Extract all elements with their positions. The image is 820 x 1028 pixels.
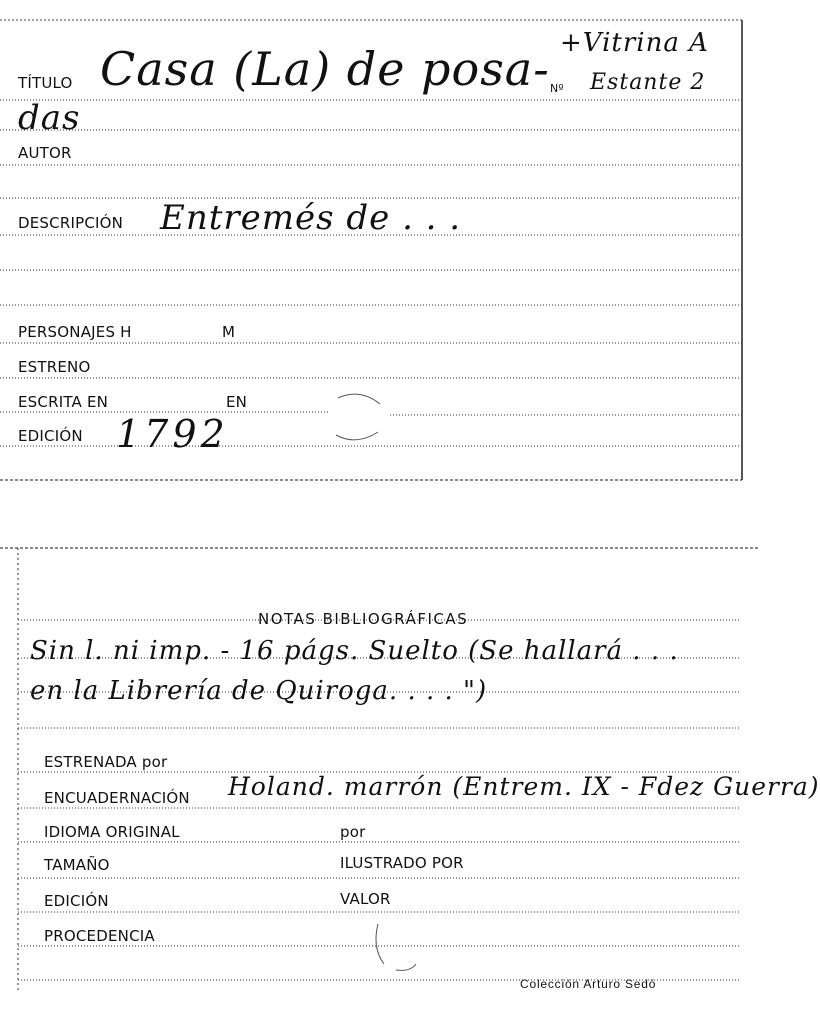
- en-label: EN: [226, 393, 248, 411]
- titulo-label: TÍTULO: [18, 74, 73, 92]
- catalog-card-bottom: [0, 540, 820, 1000]
- catalog-card-top: [0, 0, 759, 495]
- notas-title: NOTAS BIBLIOGRÁFICAS: [258, 610, 469, 628]
- estreno-label: ESTRENO: [18, 358, 91, 376]
- collection-credit: Colección Arturo Sedó: [520, 977, 657, 991]
- encuadernacion-value: Holand. marrón (Entrem. IX - Fdez Guerra): [228, 772, 820, 801]
- autor-label: AUTOR: [18, 144, 72, 162]
- procedencia-label: PROCEDENCIA: [44, 927, 155, 945]
- notas-line-2: en la Librería de Quiroga. . . . "): [30, 676, 488, 706]
- vitrina-note: +Vitrina A: [560, 28, 709, 58]
- notas-line-1: Sin l. ni imp. - 16 págs. Suelto (Se hallará . . .: [30, 636, 679, 666]
- encuadernacion-label: ENCUADERNACIÓN: [44, 789, 190, 807]
- idioma-label: IDIOMA ORIGINAL: [44, 823, 180, 841]
- personajes-m-label: M: [222, 323, 236, 341]
- titulo-value-continued: das: [18, 98, 81, 138]
- tamano-label: TAMAÑO: [44, 856, 110, 874]
- edicion-label-bottom: EDICIÓN: [44, 892, 109, 910]
- personajes-label: PERSONAJES H: [18, 323, 132, 341]
- valor-label: VALOR: [340, 890, 391, 908]
- ilustrado-label: ILUSTRADO POR: [340, 854, 464, 872]
- escrita-en-label: ESCRITA EN: [18, 393, 109, 411]
- estante-value: Estante 2: [590, 70, 706, 95]
- por-label: por: [340, 823, 366, 841]
- edicion-value: 1792: [116, 412, 229, 456]
- estante-number-label: Nº: [550, 82, 564, 95]
- titulo-value: Casa (La) de posa-: [100, 42, 550, 96]
- estrenada-label: ESTRENADA por: [44, 753, 168, 771]
- descripcion-value: Entremés de . . .: [160, 198, 462, 238]
- descripcion-label: DESCRIPCIÓN: [18, 214, 124, 232]
- edicion-label: EDICIÓN: [18, 427, 83, 445]
